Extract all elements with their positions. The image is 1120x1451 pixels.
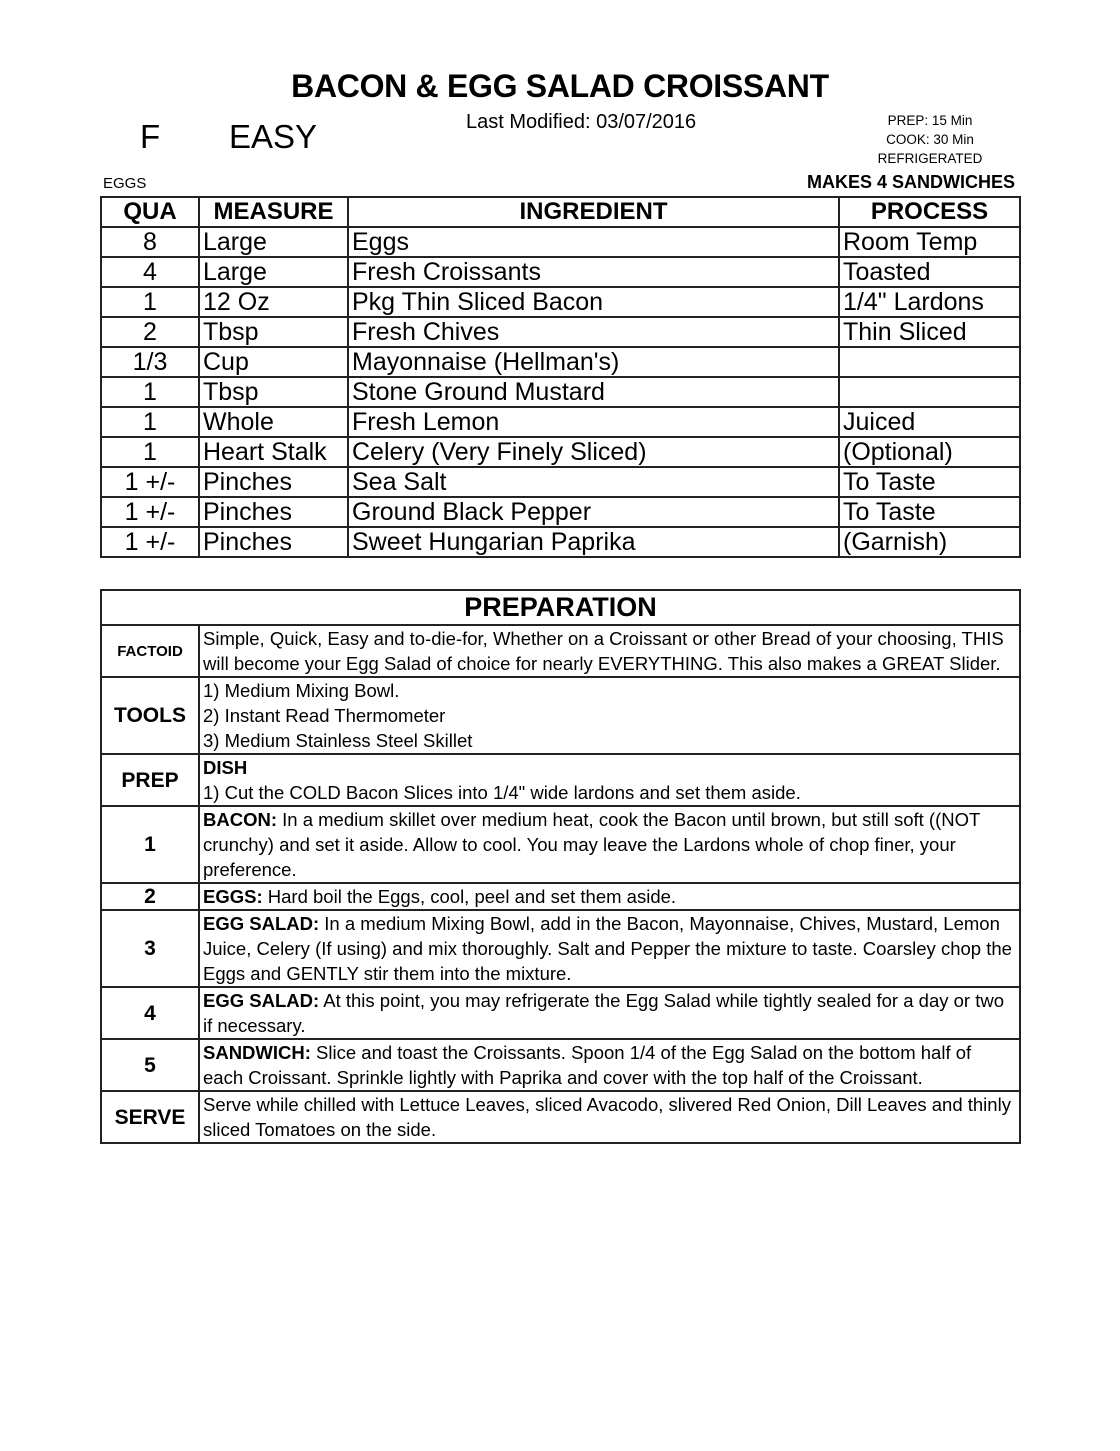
ingredient-measure: Pinches [199, 527, 348, 557]
preparation-heading: PREPARATION [101, 590, 1020, 625]
factoid-row [101, 625, 1020, 677]
ingredient-qty: 1 +/- [101, 497, 199, 527]
preparation-table [100, 589, 1021, 1144]
ingredient-qty: 1 [101, 407, 199, 437]
step-body: In a medium Mixing Bowl, add in the Bacon, Mayonnaise, Chives, Mustard, Lemon Juice, Celery (If using) and mix thoroughly. Salt and Pepper the mixture to taste. Coarsley chop the Eggs and GENTLY stir them into the mixture. [203, 913, 1012, 984]
recipe-code: F [140, 118, 161, 155]
last-modified: Last Modified: 03/07/2016 [466, 111, 697, 133]
tools-list [199, 677, 1020, 754]
ingredient-process: To Taste [839, 467, 1020, 497]
step-number: 3 [101, 910, 199, 987]
step-number: 1 [101, 806, 199, 883]
step-text [199, 883, 1020, 910]
step-text [199, 987, 1020, 1039]
factoid-text: Simple, Quick, Easy and to-die-for, Whether on a Croissant or other Bread of your choosing, THIS will become your Egg Salad of choice for nearly EVERYTHING. This also makes a GREAT Slider. [199, 625, 1020, 677]
ingredient-qty: 1 [101, 437, 199, 467]
step-number: 5 [101, 1039, 199, 1091]
storage-note: REFRIGERATED [877, 151, 983, 166]
header-measure: MEASURE [199, 197, 348, 227]
ingredient-row [101, 467, 1020, 497]
ingredient-measure: Pinches [199, 497, 348, 527]
ingredient-process: Room Temp [839, 227, 1020, 257]
ingredient-row [101, 497, 1020, 527]
step-text [199, 910, 1020, 987]
ingredient-name: Stone Ground Mustard [348, 377, 839, 407]
serve-row [101, 1091, 1020, 1143]
step-lead: BACON: [203, 809, 277, 830]
preparation-heading-row [101, 590, 1020, 625]
tools-row [101, 677, 1020, 754]
ingredient-process: (Garnish) [839, 527, 1020, 557]
ingredient-row [101, 527, 1020, 557]
ingredient-qty: 1/3 [101, 347, 199, 377]
step-body: Slice and toast the Croissants. Spoon 1/4 of the Egg Salad on the bottom half of each Croissant. Sprinkle lightly with Paprika and cover with the top half of the Croissant. [203, 1042, 972, 1088]
ingredient-name: Eggs [348, 227, 839, 257]
ingredient-qty: 1 [101, 377, 199, 407]
ingredient-qty: 1 +/- [101, 527, 199, 557]
prep-label: PREP [101, 754, 199, 806]
ingredient-row [101, 257, 1020, 287]
ingredient-name: Sweet Hungarian Paprika [348, 527, 839, 557]
ingredient-row [101, 287, 1020, 317]
tools-label: TOOLS [101, 677, 199, 754]
ingredient-name: Fresh Lemon [348, 407, 839, 437]
ingredient-measure: Large [199, 227, 348, 257]
time-info [860, 111, 1000, 168]
prep-row [101, 754, 1020, 806]
step-lead: EGGS: [203, 886, 263, 907]
ingredient-qty: 8 [101, 227, 199, 257]
step-lead: EGG SALAD: [203, 913, 320, 934]
ingredient-row [101, 347, 1020, 377]
ingredient-qty: 1 [101, 287, 199, 317]
recipe-yield: MAKES 4 SANDWICHES [806, 172, 1015, 192]
ingredient-measure: Heart Stalk [199, 437, 348, 467]
ingredient-name: Fresh Chives [348, 317, 839, 347]
tool-item: 1) Medium Mixing Bowl. [203, 680, 400, 701]
recipe-title: BACON & EGG SALAD CROISSANT [291, 68, 829, 104]
ingredient-process: Thin Sliced [839, 317, 1020, 347]
ingredient-name: Fresh Croissants [348, 257, 839, 287]
step-text [199, 1039, 1020, 1091]
ingredient-measure: Tbsp [199, 377, 348, 407]
ingredient-row [101, 317, 1020, 347]
recipe-category: EGGS [103, 175, 147, 192]
ingredient-measure: Tbsp [199, 317, 348, 347]
step-lead: EGG SALAD: [203, 990, 320, 1011]
step-body: In a medium skillet over medium heat, cook the Bacon until brown, but still soft ((NOT crunchy) and set it aside. Allow to cool. You may leave the Lardons whole of chop finer, your preference. [203, 809, 980, 880]
ingredient-measure: Whole [199, 407, 348, 437]
step-row [101, 883, 1020, 910]
serve-text: Serve while chilled with Lettuce Leaves, sliced Avacodo, slivered Red Onion, Dill Leaves and thinly sliced Tomatoes on the side. [199, 1091, 1020, 1143]
step-lead: SANDWICH: [203, 1042, 311, 1063]
ingredient-row [101, 437, 1020, 467]
factoid-label: FACTOID [101, 625, 199, 677]
step-row [101, 987, 1020, 1039]
prep-content [199, 754, 1020, 806]
step-row [101, 806, 1020, 883]
step-row [101, 910, 1020, 987]
ingredient-qty: 2 [101, 317, 199, 347]
ingredient-name: Sea Salt [348, 467, 839, 497]
header-qty: QUA [101, 197, 199, 227]
tool-item: 2) Instant Read Thermometer [203, 705, 446, 726]
ingredient-process: 1/4" Lardons [839, 287, 1020, 317]
step-row [101, 1039, 1020, 1091]
cook-time: COOK: 30 Min [886, 132, 974, 147]
ingredient-measure: Large [199, 257, 348, 287]
ingredient-process [839, 347, 1020, 377]
ingredient-name: Ground Black Pepper [348, 497, 839, 527]
step-text [199, 806, 1020, 883]
tool-item: 3) Medium Stainless Steel Skillet [203, 730, 473, 751]
ingredient-row [101, 377, 1020, 407]
ingredient-measure: Cup [199, 347, 348, 377]
ingredient-row [101, 407, 1020, 437]
ingredient-name: Celery (Very Finely Sliced) [348, 437, 839, 467]
ingredient-name: Mayonnaise (Hellman's) [348, 347, 839, 377]
ingredient-measure: Pinches [199, 467, 348, 497]
step-body: Hard boil the Eggs, cool, peel and set them aside. [262, 886, 677, 907]
prep-lead: DISH [203, 757, 248, 778]
ingredient-process: To Taste [839, 497, 1020, 527]
ingredients-table [100, 196, 1021, 558]
ingredient-process: Toasted [839, 257, 1020, 287]
step-number: 4 [101, 987, 199, 1039]
ingredient-row [101, 227, 1020, 257]
ingredient-qty: 4 [101, 257, 199, 287]
ingredient-process [839, 377, 1020, 407]
header-process: PROCESS [839, 197, 1020, 227]
ingredient-measure: 12 Oz [199, 287, 348, 317]
step-number: 2 [101, 883, 199, 910]
ingredient-qty: 1 +/- [101, 467, 199, 497]
header-ingredient: INGREDIENT [348, 197, 839, 227]
ingredient-process: (Optional) [839, 437, 1020, 467]
step-body: At this point, you may refrigerate the Egg Salad while tightly sealed for a day or two if necessary. [203, 990, 1005, 1036]
ingredient-name: Pkg Thin Sliced Bacon [348, 287, 839, 317]
prep-time: PREP: 15 Min [887, 113, 973, 128]
ingredient-process: Juiced [839, 407, 1020, 437]
prep-text: 1) Cut the COLD Bacon Slices into 1/4" wide lardons and set them aside. [203, 782, 801, 803]
serve-label: SERVE [101, 1091, 199, 1143]
ingredients-header-row [101, 197, 1020, 227]
difficulty-label: EASY [229, 118, 318, 155]
